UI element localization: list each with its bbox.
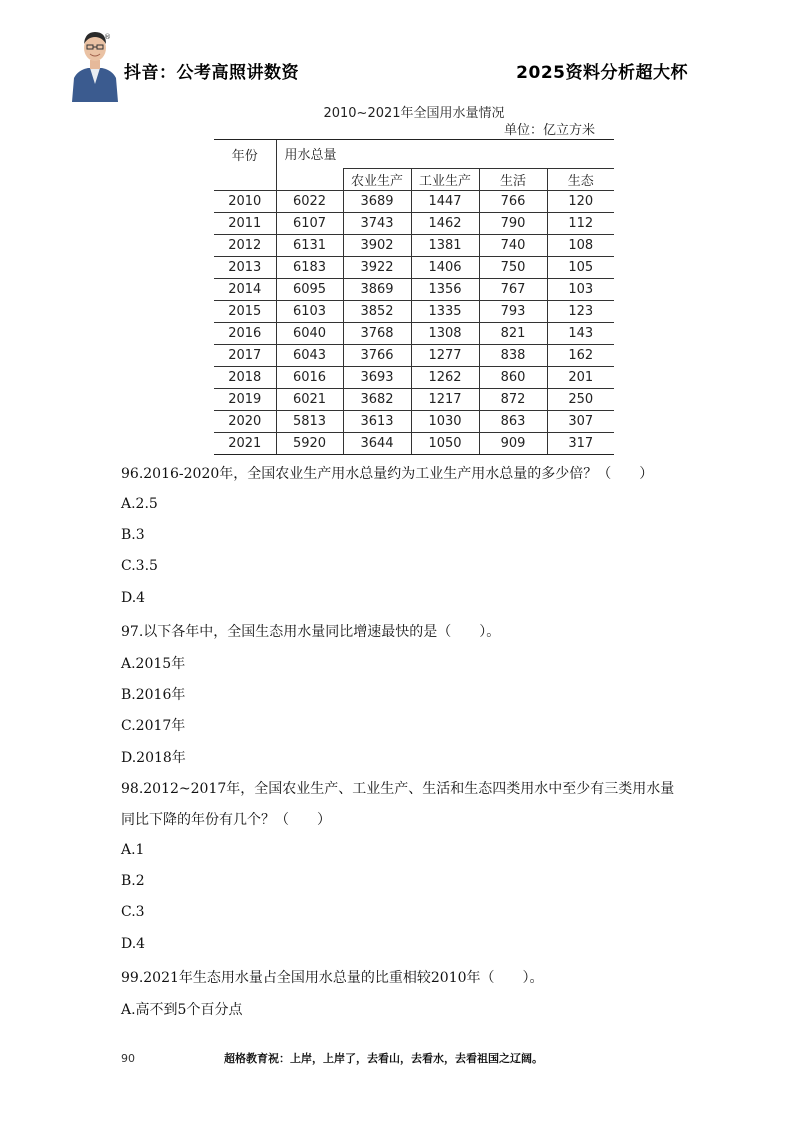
q96-option-b: B.3 bbox=[121, 527, 145, 543]
cell-year: 2020 bbox=[214, 411, 276, 433]
header-douyin-title: 抖音：公考高照讲数资 bbox=[124, 63, 299, 83]
cell-agriculture: 3689 bbox=[343, 191, 411, 213]
table-body bbox=[214, 191, 614, 455]
q97-option-a: A.2015年 bbox=[121, 656, 186, 672]
q96-option-d: D.4 bbox=[121, 590, 146, 606]
header-agriculture: 农业生产 bbox=[343, 169, 411, 191]
cell-year: 2018 bbox=[214, 367, 276, 389]
cell-industry: 1462 bbox=[411, 213, 479, 235]
cell-year: 2021 bbox=[214, 433, 276, 455]
cell-industry: 1217 bbox=[411, 389, 479, 411]
cell-agriculture: 3766 bbox=[343, 345, 411, 367]
cell-industry: 1406 bbox=[411, 257, 479, 279]
table-unit: 单位：亿立方米 bbox=[504, 123, 596, 138]
table-row bbox=[214, 213, 614, 235]
cell-total: 6131 bbox=[276, 235, 343, 257]
cell-year: 2012 bbox=[214, 235, 276, 257]
cell-year: 2019 bbox=[214, 389, 276, 411]
cell-total: 6095 bbox=[276, 279, 343, 301]
cell-year: 2010 bbox=[214, 191, 276, 213]
q98-option-c: C.3 bbox=[121, 904, 145, 920]
q98-option-d: D.4 bbox=[121, 936, 146, 952]
table-row bbox=[214, 411, 614, 433]
cell-year: 2017 bbox=[214, 345, 276, 367]
q96-option-a: A.2.5 bbox=[121, 496, 158, 512]
cell-domestic: 860 bbox=[479, 367, 547, 389]
cell-year: 2016 bbox=[214, 323, 276, 345]
cell-ecology: 108 bbox=[547, 235, 614, 257]
registered-mark: ® bbox=[104, 33, 111, 41]
cell-total: 6040 bbox=[276, 323, 343, 345]
table-row bbox=[214, 367, 614, 389]
header-year: 年份 bbox=[214, 140, 276, 169]
cell-year: 2011 bbox=[214, 213, 276, 235]
cell-agriculture: 3852 bbox=[343, 301, 411, 323]
cell-industry: 1262 bbox=[411, 367, 479, 389]
cell-domestic: 740 bbox=[479, 235, 547, 257]
cell-total: 6021 bbox=[276, 389, 343, 411]
table-row bbox=[214, 235, 614, 257]
cell-domestic: 863 bbox=[479, 411, 547, 433]
cell-domestic: 872 bbox=[479, 389, 547, 411]
cell-ecology: 162 bbox=[547, 345, 614, 367]
header-blank-total bbox=[276, 169, 343, 191]
cell-ecology: 120 bbox=[547, 191, 614, 213]
q97-option-d: D.2018年 bbox=[121, 750, 186, 766]
cell-domestic: 750 bbox=[479, 257, 547, 279]
cell-total: 6107 bbox=[276, 213, 343, 235]
cell-total: 6043 bbox=[276, 345, 343, 367]
table-title: 2010~2021年全国用水量情况 bbox=[323, 106, 505, 121]
cell-ecology: 112 bbox=[547, 213, 614, 235]
q97-option-c: C.2017年 bbox=[121, 718, 186, 734]
cell-industry: 1050 bbox=[411, 433, 479, 455]
cell-year: 2015 bbox=[214, 301, 276, 323]
cell-agriculture: 3869 bbox=[343, 279, 411, 301]
cell-ecology: 307 bbox=[547, 411, 614, 433]
cell-industry: 1447 bbox=[411, 191, 479, 213]
table-row bbox=[214, 345, 614, 367]
cell-domestic: 821 bbox=[479, 323, 547, 345]
page-number: 90 bbox=[121, 1052, 135, 1065]
header-blank bbox=[214, 169, 276, 191]
cell-industry: 1356 bbox=[411, 279, 479, 301]
avatar bbox=[68, 26, 122, 102]
table-row bbox=[214, 257, 614, 279]
header-total: 用水总量 bbox=[276, 140, 614, 169]
cell-industry: 1381 bbox=[411, 235, 479, 257]
cell-ecology: 123 bbox=[547, 301, 614, 323]
table-row bbox=[214, 191, 614, 213]
cell-agriculture: 3902 bbox=[343, 235, 411, 257]
cell-total: 6103 bbox=[276, 301, 343, 323]
header-ecology: 生态 bbox=[547, 169, 614, 191]
cell-domestic: 909 bbox=[479, 433, 547, 455]
cell-agriculture: 3768 bbox=[343, 323, 411, 345]
question-99: 99.2021年生态用水量占全国用水总量的比重相较2010年（ ）。 bbox=[121, 970, 544, 986]
cell-agriculture: 3743 bbox=[343, 213, 411, 235]
q99-option-a: A.高不到5个百分点 bbox=[121, 1002, 243, 1018]
cell-agriculture: 3644 bbox=[343, 433, 411, 455]
question-98-line1: 98.2012~2017年，全国农业生产、工业生产、生活和生态四类用水中至少有三类用水量 bbox=[121, 781, 675, 797]
water-usage-table bbox=[214, 139, 614, 455]
q98-option-a: A.1 bbox=[121, 842, 145, 858]
question-98-line2: 同比下降的年份有几个？（ ） bbox=[121, 812, 331, 828]
cell-year: 2013 bbox=[214, 257, 276, 279]
cell-agriculture: 3613 bbox=[343, 411, 411, 433]
question-96: 96.2016-2020年，全国农业生产用水总量约为工业生产用水总量的多少倍？（ ） bbox=[121, 466, 654, 482]
question-97: 97.以下各年中，全国生态用水量同比增速最快的是（ ）。 bbox=[121, 624, 501, 640]
cell-domestic: 766 bbox=[479, 191, 547, 213]
q96-option-c: C.3.5 bbox=[121, 558, 158, 574]
table-row bbox=[214, 389, 614, 411]
cell-industry: 1308 bbox=[411, 323, 479, 345]
cell-total: 6016 bbox=[276, 367, 343, 389]
table-row bbox=[214, 323, 614, 345]
table-row bbox=[214, 279, 614, 301]
cell-ecology: 103 bbox=[547, 279, 614, 301]
cell-domestic: 790 bbox=[479, 213, 547, 235]
cell-domestic: 767 bbox=[479, 279, 547, 301]
header-domestic: 生活 bbox=[479, 169, 547, 191]
footer-motto: 超格教育祝：上岸，上岸了，去看山，去看水，去看祖国之辽阔。 bbox=[224, 1052, 543, 1065]
cell-industry: 1030 bbox=[411, 411, 479, 433]
header-book-title: 2025资料分析超大杯 bbox=[516, 63, 688, 83]
header-industry: 工业生产 bbox=[411, 169, 479, 191]
cell-ecology: 105 bbox=[547, 257, 614, 279]
table-row bbox=[214, 301, 614, 323]
cell-total: 6022 bbox=[276, 191, 343, 213]
cell-agriculture: 3693 bbox=[343, 367, 411, 389]
cell-industry: 1335 bbox=[411, 301, 479, 323]
q97-option-b: B.2016年 bbox=[121, 687, 186, 703]
cell-total: 6183 bbox=[276, 257, 343, 279]
table-row bbox=[214, 433, 614, 455]
cell-agriculture: 3922 bbox=[343, 257, 411, 279]
cell-domestic: 838 bbox=[479, 345, 547, 367]
q98-option-b: B.2 bbox=[121, 873, 145, 889]
cell-industry: 1277 bbox=[411, 345, 479, 367]
cell-domestic: 793 bbox=[479, 301, 547, 323]
cell-ecology: 201 bbox=[547, 367, 614, 389]
cell-ecology: 317 bbox=[547, 433, 614, 455]
cell-total: 5920 bbox=[276, 433, 343, 455]
cell-year: 2014 bbox=[214, 279, 276, 301]
cell-agriculture: 3682 bbox=[343, 389, 411, 411]
cell-ecology: 143 bbox=[547, 323, 614, 345]
cell-ecology: 250 bbox=[547, 389, 614, 411]
cell-total: 5813 bbox=[276, 411, 343, 433]
